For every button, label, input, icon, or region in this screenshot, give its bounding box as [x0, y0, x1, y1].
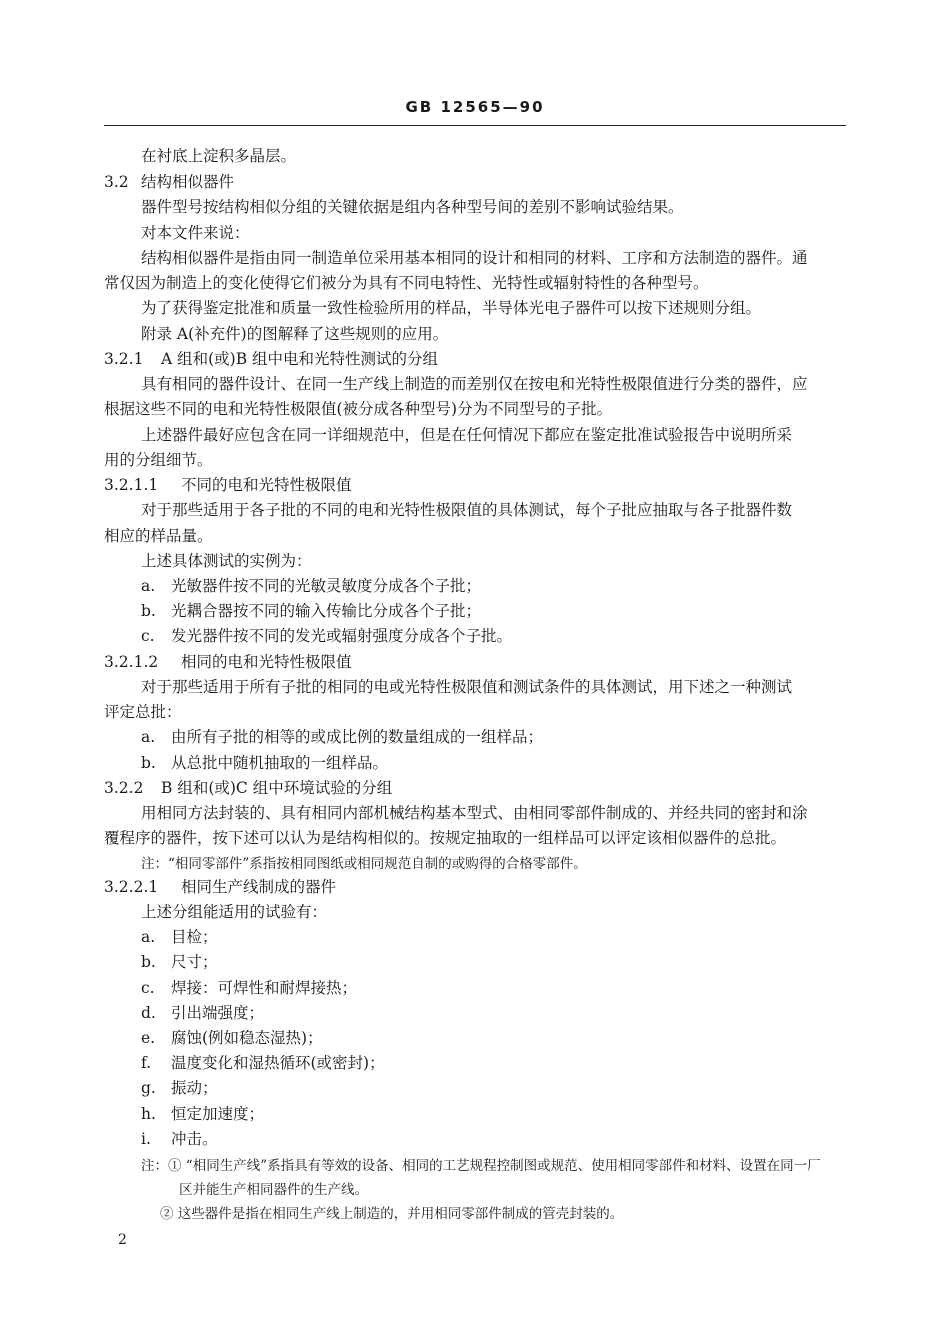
paragraph-text: 附录 A(补充件)的图解释了这些规则的应用。	[141, 325, 449, 343]
page-number: 2	[118, 1232, 127, 1248]
text-line	[0, 853, 950, 875]
clause-number: c.	[141, 979, 155, 997]
clause-text: 焊接：可焊性和耐焊接热；	[171, 979, 358, 997]
text-line	[0, 726, 950, 748]
paragraph-text: 为了获得鉴定批准和质量一致性检验所用的样品，半导体光电子器件可以按下述规则分组。	[141, 299, 762, 317]
text-line	[0, 373, 950, 395]
clause-number: 3.2.1	[104, 350, 144, 368]
clause-text: 振动；	[171, 1079, 218, 1097]
text-line	[0, 1203, 950, 1225]
text-line	[0, 474, 950, 496]
clause-number: 3.2.1.1	[104, 476, 159, 494]
text-line	[0, 575, 950, 597]
text-line	[0, 398, 950, 420]
clause-number: g.	[141, 1079, 156, 1097]
clause-text: 恒定加速度；	[171, 1105, 265, 1123]
header-rule	[104, 125, 846, 126]
paragraph-text: 上述具体测试的实例为：	[141, 552, 312, 570]
paragraph-text: 上述器件最好应包含在同一详细规范中，但是在任何情况下都应在鉴定批准试验报告中说明所采	[141, 426, 793, 444]
paragraph-text: 对于那些适用于所有子批的相同的电或光特性极限值和测试条件的具体测试，用下述之一种测试	[141, 678, 793, 696]
paragraph-text: 覆程序的器件，按下述可以认为是结构相似的。按规定抽取的一组样品可以评定该相似器件的总批。	[104, 829, 787, 847]
clause-number: b.	[141, 754, 156, 772]
text-line	[0, 977, 950, 999]
text-line	[0, 171, 950, 193]
clause-text: 温度变化和湿热循环(或密封)；	[171, 1054, 385, 1072]
clause-number: c.	[141, 627, 155, 645]
clause-text: 结构相似器件	[141, 173, 235, 191]
clause-number: 3.2.1.2	[104, 653, 159, 671]
paragraph-text: 常仅因为制造上的变化使得它们被分为具有不同电特性、光特性或辐射特性的各种型号。	[104, 274, 709, 292]
paragraph-text: ② 这些器件是指在相同生产线上制造的，并用相同零部件制成的管壳封装的。	[160, 1206, 624, 1222]
paragraph-text: 注：① “相同生产线”系指具有等效的设备、相同的工艺规程控制图或规范、使用相同零部件和材料、设置在同一厂	[141, 1158, 821, 1174]
text-line	[0, 676, 950, 698]
text-line	[0, 1002, 950, 1024]
clause-number: h.	[141, 1105, 156, 1123]
paragraph-text: 器件型号按结构相似分组的关键依据是组内各种型号间的差别不影响试验结果。	[141, 198, 684, 216]
clause-number: 3.2.2	[104, 779, 144, 797]
clause-number: d.	[141, 1004, 156, 1022]
clause-text: 相同生产线制成的器件	[181, 878, 337, 896]
clause-text: B 组和(或)C 组中环境试验的分组	[161, 779, 393, 797]
clause-number: a.	[141, 928, 156, 946]
paragraph-text: 对本文件来说：	[141, 224, 250, 242]
text-line	[0, 272, 950, 294]
paragraph-text: 上述分组能适用的试验有：	[141, 903, 328, 921]
page-header: GB 12565—90	[405, 98, 545, 116]
text-line	[0, 525, 950, 547]
clause-text: 目检；	[171, 928, 218, 946]
text-line	[0, 247, 950, 269]
text-line	[0, 802, 950, 824]
paragraph-text: 用相同方法封装的、具有相同内部机械结构基本型式、由相同零部件制成的、并经共同的密封和涂	[141, 804, 808, 822]
clause-text: 引出端强度；	[171, 1004, 265, 1022]
text-line	[0, 449, 950, 471]
clause-number: 3.2.2.1	[104, 878, 159, 896]
text-line	[0, 1179, 950, 1201]
paragraph-text: 结构相似器件是指由同一制造单位采用基本相同的设计和相同的材料、工序和方法制造的器件。通	[141, 249, 808, 267]
clause-number: a.	[141, 728, 156, 746]
text-line	[0, 1128, 950, 1150]
text-line	[0, 1027, 950, 1049]
text-line	[0, 951, 950, 973]
text-line	[0, 348, 950, 370]
paragraph-text: 根据这些不同的电和光特性极限值(被分成各种型号)分为不同型号的子批。	[104, 400, 613, 418]
clause-text: 腐蚀(例如稳态湿热)；	[171, 1029, 323, 1047]
clause-number: a.	[141, 577, 156, 595]
clause-text: 不同的电和光特性极限值	[181, 476, 352, 494]
paragraph-text: 在衬底上淀积多晶层。	[141, 147, 297, 165]
text-line	[0, 701, 950, 723]
clause-text: 由所有子批的相等的或成比例的数量组成的一组样品；	[171, 728, 544, 746]
paragraph-text: 区并能生产相同器件的生产线。	[179, 1182, 368, 1198]
clause-text: 光耦合器按不同的输入传输比分成各个子批；	[171, 602, 482, 620]
clause-text: 光敏器件按不同的光敏灵敏度分成各个子批；	[171, 577, 482, 595]
text-line	[0, 499, 950, 521]
text-line	[0, 926, 950, 948]
text-line	[0, 550, 950, 572]
paragraph-text: 评定总批：	[104, 703, 182, 721]
text-line	[0, 651, 950, 673]
text-line	[0, 145, 950, 167]
clause-number: 3.2	[104, 173, 129, 191]
text-line	[0, 777, 950, 799]
clause-number: b.	[141, 602, 156, 620]
clause-text: 从总批中随机抽取的一组样品。	[171, 754, 389, 772]
text-line	[0, 600, 950, 622]
clause-text: 冲击。	[171, 1130, 218, 1148]
text-line	[0, 1155, 950, 1177]
clause-number: b.	[141, 953, 156, 971]
paragraph-text: 对于那些适用于各子批的不同的电和光特性极限值的具体测试，每个子批应抽取与各子批器件数	[141, 501, 793, 519]
text-line	[0, 752, 950, 774]
text-line	[0, 625, 950, 647]
clause-text: 发光器件按不同的发光或辐射强度分成各个子批。	[171, 627, 513, 645]
text-line	[0, 1052, 950, 1074]
clause-number: f.	[141, 1054, 152, 1072]
text-line	[0, 1103, 950, 1125]
text-line	[0, 297, 950, 319]
text-line	[0, 901, 950, 923]
clause-number: i.	[141, 1130, 151, 1148]
text-line	[0, 222, 950, 244]
text-line	[0, 1077, 950, 1099]
paragraph-text: 具有相同的器件设计、在同一生产线上制造的而差别仅在按电和光特性极限值进行分类的器件，应	[141, 375, 808, 393]
clause-text: 相同的电和光特性极限值	[181, 653, 352, 671]
clause-text: A 组和(或)B 组中电和光特性测试的分组	[161, 350, 439, 368]
text-line	[0, 323, 950, 345]
text-line	[0, 827, 950, 849]
text-line	[0, 876, 950, 898]
paragraph-text: 用的分组细节。	[104, 451, 213, 469]
text-line	[0, 196, 950, 218]
paragraph-text: 相应的样品量。	[104, 527, 213, 545]
paragraph-text: 注：“相同零部件”系指按相同图纸或相同规范自制的或购得的合格零部件。	[141, 856, 587, 872]
clause-number: e.	[141, 1029, 156, 1047]
clause-text: 尺寸；	[171, 953, 218, 971]
text-line	[0, 424, 950, 446]
